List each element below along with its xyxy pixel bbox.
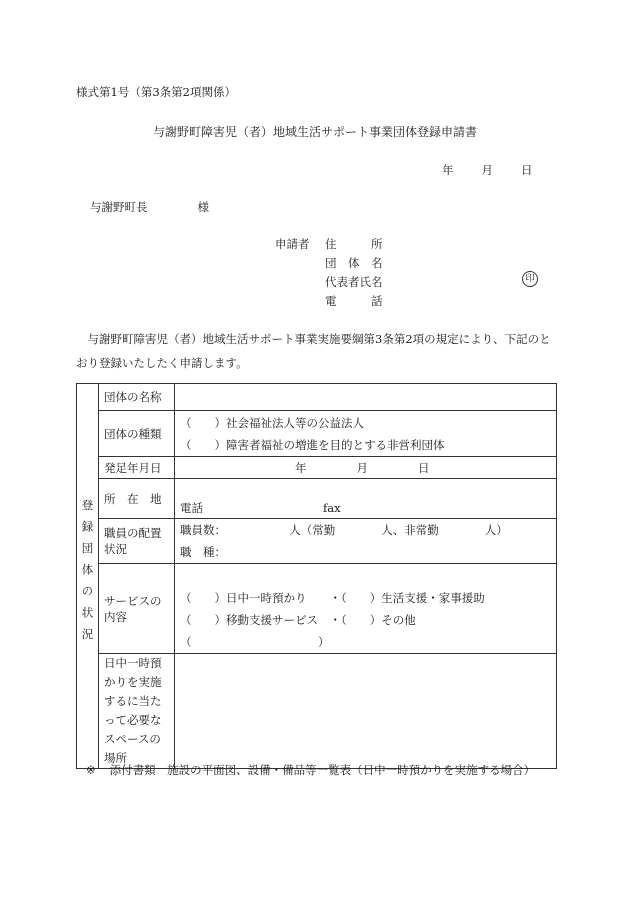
- type-label: 団体の種類: [99, 411, 175, 457]
- name-value[interactable]: [175, 384, 557, 411]
- location-fax: fax: [323, 501, 341, 515]
- service-line2[interactable]: （ ）移動支援サービス ・（ ）その他（ ）: [180, 612, 416, 649]
- registration-table: [76, 383, 557, 769]
- service-label: サービスの内容: [99, 564, 175, 654]
- addressee: [90, 199, 209, 215]
- footnote: [86, 762, 535, 778]
- addressee-name: 与謝野町長: [90, 200, 148, 214]
- start-date-label: 発足年月日: [99, 457, 175, 479]
- body-text: 与謝野町障害児（者）地域生活サポート事業実施要綱第3条第2項の規定により、下記のとおり登録いたしたく申請します。: [76, 332, 551, 370]
- applicant-phone-label: 電 話: [325, 294, 383, 308]
- applicant-group-label: 団 体 名: [325, 256, 383, 270]
- date-line: [442, 162, 533, 178]
- service-line1[interactable]: （ ）日中一時預かり ・（ ）生活支援・家事援助: [180, 590, 485, 605]
- space-label: 日中一時預かりを実施するに当たって必要なスペースの場所: [99, 654, 175, 769]
- staff-count: 職員数： 人（常勤 人、非常勤 人）: [180, 523, 508, 537]
- applicant-role: 申請者: [275, 237, 310, 251]
- addressee-suffix: 様: [197, 200, 209, 214]
- type-value[interactable]: [175, 411, 557, 457]
- date-month: 月: [481, 163, 493, 177]
- space-value[interactable]: [175, 654, 557, 769]
- applicant-block: [275, 235, 383, 311]
- date-year: 年: [442, 163, 454, 177]
- seal-mark: 印: [522, 271, 538, 287]
- footnote-text: 添付書類 施設の平面図、設備・備品等一覧表（日中一時預かりを実施する場合）: [109, 763, 536, 777]
- side-label: 登録団体の状況: [77, 384, 99, 769]
- document-title: 与謝野町障害児（者）地域生活サポート事業団体登録申請書: [152, 125, 477, 139]
- location-phone: 電話: [180, 501, 203, 515]
- applicant-address-label: 住 所: [325, 237, 383, 251]
- footnote-mark: ※: [86, 763, 96, 777]
- start-date-value[interactable]: 年 月 日: [175, 457, 557, 479]
- location-label: 所 在 地: [99, 479, 175, 519]
- type-option-nonprofit[interactable]: （ ）障害者福祉の増進を目的とする非営利団体: [180, 437, 445, 452]
- staff-label: 職員の配置状況: [99, 519, 175, 564]
- staff-type: 職 種：: [180, 545, 226, 559]
- date-day: 日: [521, 163, 533, 177]
- location-value[interactable]: [175, 479, 557, 519]
- type-option-public[interactable]: （ ）社会福祉法人等の公益法人: [180, 415, 364, 430]
- form-number: 様式第1号（第3条第2項関係）: [76, 85, 236, 99]
- service-value[interactable]: [175, 564, 557, 654]
- name-label: 団体の名称: [99, 384, 175, 411]
- staff-value[interactable]: [175, 519, 557, 564]
- applicant-representative-label: 代表者氏名: [325, 275, 383, 289]
